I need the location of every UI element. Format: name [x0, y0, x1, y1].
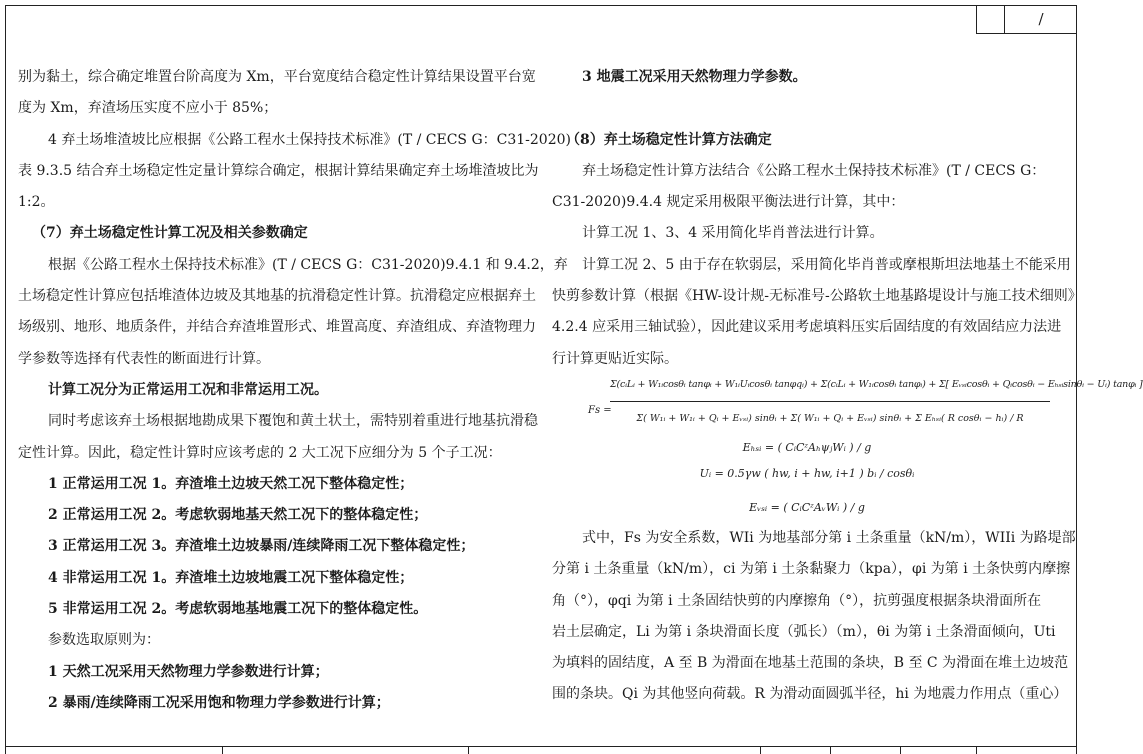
text-line-bold: 1 正常运用工况 1。弃渣堆土边坡天然工况下整体稳定性； — [48, 475, 414, 492]
right-text-column — [552, 62, 1143, 711]
footer-cell-divider — [900, 746, 901, 754]
text-line: 围的条块。Qi 为其他竖向荷载。R 为滑动面圆弧半径，hi 为地震力作用点（重心） — [552, 686, 1068, 703]
left-text-column — [18, 62, 571, 719]
right-column-bottom — [552, 523, 1076, 711]
page-number-box: / — [1004, 5, 1077, 34]
text-line-bold: 5 非常运用工况 2。考虑软弱地基地震工况下的整体稳定性。 — [48, 601, 428, 618]
text-line-bold: 2 正常运用工况 2。考虑软弱地基天然工况下的整体稳定性； — [48, 507, 428, 524]
text-line: C31-2020)9.4.4 规定采用极限平衡法进行计算，其中： — [552, 194, 905, 211]
formula-u: Uᵢ = 0.5γw ( hw, i + hw, i+1 ) bᵢ / cosθᵢ — [699, 466, 915, 480]
text-line: 度为 Xm，弃渣场压实度不应小于 85%； — [18, 100, 278, 117]
text-line: 为填料的固结度，A 至 B 为滑面在地基土范围的条块，B 至 C 为滑面在堆土边坡范 — [552, 655, 1069, 672]
text-line: 根据《公路工程水土保持技术标准》(T / CECS G：C31-2020)9.4.1 和 9.4.2，弃 — [48, 256, 568, 273]
footer-rule — [5, 746, 1077, 747]
text-line: 4.2.4 应采用三轴试验），因此建议采用考虑填料压实后固结度的有效固结应力法进 — [552, 319, 1062, 336]
text-line: 定性计算。因此，稳定性计算时应该考虑的 2 大工况下应细分为 5 个子工况： — [18, 444, 502, 461]
text-line: 参数选取原则为： — [48, 632, 160, 649]
text-line: 行计算更贴近实际。 — [552, 350, 678, 367]
text-line-bold: 计算工况分为正常运用工况和非常运用工况。 — [48, 381, 328, 398]
text-line: 土场稳定性计算应包括堆渣体边坡及其地基的抗滑稳定性计算。抗滑稳定应根据弃土 — [18, 288, 536, 305]
text-line: 1:2。 — [18, 194, 55, 211]
formula-denominator: Σ( W₁ᵢ + W₁ᵢ + Qᵢ + Eᵥₛᵢ) sinθᵢ + Σ( W₁ᵢ + Qᵢ + Eᵥₛᵢ) sinθᵢ + Σ Eₕₛᵢ( R cosθᵢ − hᵢ) / R — [636, 412, 1024, 424]
footer-cell-divider — [976, 746, 977, 754]
text-line: 学参数等选择有代表性的断面进行计算。 — [18, 350, 270, 367]
text-line: 角（°），φqi 为第 i 土条固结快剪的内摩擦角（°），抗剪强度根据条块滑面所在 — [552, 592, 1042, 609]
page-number-box-left — [976, 5, 1004, 34]
footer-cell-divider — [468, 746, 469, 754]
text-line: 别为黏土，综合确定堆置台阶高度为 Xm，平台宽度结合稳定性计算结果设置平台宽 — [18, 69, 536, 85]
text-line: 岩土层确定，Li 为第 i 条块滑面长度（弧长）（m），θi 为第 i 土条滑面倾向，Uti — [552, 623, 1056, 640]
formula-ev: Eᵥₛᵢ = ( CᵢCᶻAᵥWᵢ ) / g — [749, 500, 865, 514]
text-line: 4 弃土场堆渣坡比应根据《公路工程水土保持技术标准》(T / CECS G：C31-2020) — [48, 131, 571, 148]
text-line: 式中，Fs 为安全系数，WIi 为地基部分第 i 土条重量（kN/m），WIIi 为路堤部 — [582, 529, 1076, 546]
footer-cell-divider — [760, 746, 761, 754]
footer-cell-divider — [222, 746, 223, 754]
text-line-bold: 3 地震工况采用天然物理力学参数。 — [582, 69, 807, 85]
text-line-bold: （7）弃土场稳定性计算工况及相关参数确定 — [32, 225, 308, 242]
text-line: 计算工况 1、3、4 采用简化毕肖普法进行计算。 — [582, 225, 884, 242]
formula-eh: Eₕₛᵢ = ( CᵢCᶻAₕψⱼWᵢ ) / g — [742, 440, 872, 454]
text-line — [552, 93, 1062, 124]
text-line-bold: 1 天然工况采用天然物理力学参数进行计算； — [48, 663, 329, 680]
text-line: 弃土场稳定性计算方法结合《公路工程水土保持技术标准》(T / CECS G： — [582, 162, 1046, 179]
text-line-bold: 3 正常运用工况 3。弃渣堆土边坡暴雨/连续降雨工况下整体稳定性； — [48, 538, 475, 555]
text-line: 快剪参数计算（根据《HW-设计规-无标准号-公路软土地基路堤设计与施工技术细则》 — [552, 288, 1082, 305]
text-line-bold: 4 非常运用工况 1。弃渣堆土边坡地震工况下整体稳定性； — [48, 569, 414, 586]
footer-cell-divider — [830, 746, 831, 754]
text-line-bold: （8）弃土场稳定性计算方法确定 — [566, 131, 772, 148]
formula-fs-label: Fs = — [588, 404, 612, 416]
text-line: 同时考虑该弃土场根据地勘成果下覆饱和黄土状土，需特别着重进行地基抗滑稳 — [48, 413, 538, 430]
formula-numerator: Σ(cᵢLᵢ + W₁ᵢcosθᵢ tanφᵢ + W₁ᵢUᵢcosθᵢ tanφqᵢ) + Σ(cᵢLᵢ + W₁ᵢcosθᵢ tanφᵢ) + Σ[ Eᵥₛᵢcosθᵢ + Qᵢcosθᵢ − Eₕₛᵢsinθᵢ − Uᵢ) tanφᵢ ] — [610, 378, 1143, 390]
text-line: 场级别、地形、地质条件，并结合弃渣堆置形式、堆置高度、弃渣组成、弃渣物理力 — [18, 319, 536, 336]
stability-formula — [552, 375, 1143, 493]
text-line: 计算工况 2、5 由于存在软弱层，采用简化毕肖普或摩根斯坦法地基土不能采用 — [582, 256, 1071, 273]
right-column-top — [552, 62, 1082, 375]
formula-fraction-bar — [610, 401, 1050, 402]
text-line-bold: 2 暴雨/连续降雨工况采用饱和物理力学参数进行计算； — [48, 694, 390, 711]
text-line: 表 9.3.5 结合弃土场稳定性定量计算综合确定，根据计算结果确定弃土场堆渣坡比为 — [18, 162, 539, 179]
text-line: 分第 i 土条重量（kN/m），ci 为第 i 土条黏聚力（kpa），φi 为第 i 土条快剪内摩擦 — [552, 561, 1071, 578]
